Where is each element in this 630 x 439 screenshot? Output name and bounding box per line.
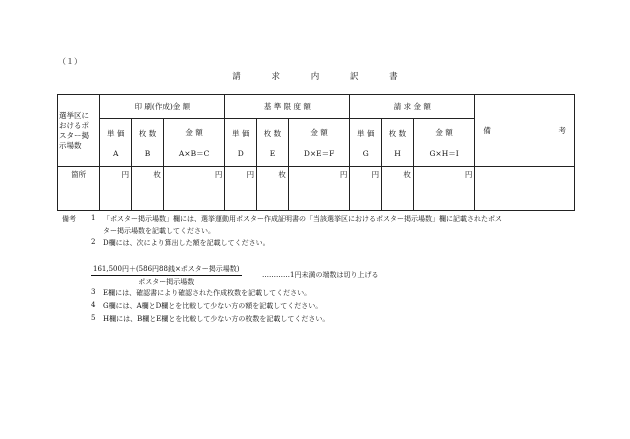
remarks-char: 備: [483, 126, 491, 135]
note-number: 1: [91, 214, 96, 222]
subheader-cell: [413, 119, 474, 167]
header-line: 選挙区に: [59, 110, 89, 120]
title-char: 訳: [349, 72, 359, 82]
unit-cell[interactable]: 円: [225, 167, 257, 211]
note-number: 2: [91, 238, 96, 246]
header-line: スター掲: [59, 130, 89, 140]
note-text: D欄には、次により算出した額を記載してください。: [103, 239, 270, 247]
subheader-cell: [225, 119, 257, 167]
formula-numerator: 161,500円＋(586円88銭×ポスター掲示場数): [91, 264, 242, 276]
note-number: 3: [91, 288, 96, 296]
subheader-label: 金 額: [310, 127, 328, 137]
group-header-limit-amount: 基 準 限 度 額: [225, 95, 350, 119]
document-title: [0, 70, 630, 82]
column-code: G×H＝I: [429, 148, 459, 158]
subheader-label: 単 価: [357, 128, 375, 138]
group-header-claim-amount: 請 求 金 額: [350, 95, 475, 119]
subheader-cell: [350, 119, 382, 167]
remarks-header: [475, 95, 575, 167]
subheader-label: 枚 数: [388, 128, 407, 138]
subheader-cell: [100, 119, 132, 167]
subheader-cell: [257, 119, 289, 167]
unit-cell[interactable]: 枚: [132, 167, 164, 211]
note-text: ター掲示場数を記載してください。: [103, 227, 215, 235]
column-code: H: [394, 148, 401, 158]
poster-site-count-header: [58, 95, 100, 167]
unit-cell[interactable]: 円: [288, 167, 349, 211]
formula-denominator: ポスター掲示場数: [138, 278, 195, 286]
unit-cell[interactable]: 円: [413, 167, 474, 211]
header-line: 示場数: [59, 140, 82, 150]
column-code: G: [362, 148, 369, 158]
subheader-cell: [382, 119, 414, 167]
invoice-breakdown-table: [57, 94, 575, 211]
unit-cell[interactable]: 枚: [257, 167, 289, 211]
document-number: （１）: [58, 57, 82, 66]
header-line: おけるポ: [59, 120, 89, 130]
subheader-label: 枚 数: [263, 128, 282, 138]
unit-cell[interactable]: 円: [163, 167, 224, 211]
group-header-print-cost: 印 刷(作成)金 額: [100, 95, 225, 119]
title-char: 請: [232, 72, 241, 82]
note-text: G欄には、A欄とD欄とを比較して少ない方の額を記載してください。: [103, 302, 323, 310]
unit-cell[interactable]: 箇所: [58, 167, 100, 211]
title-char: 書: [389, 72, 398, 82]
title-char: 内: [310, 72, 320, 82]
note-text: H欄には、B欄とE欄とを比較して少ない方の枚数を記載してください。: [103, 315, 330, 323]
subheader-cell: [163, 119, 224, 167]
subheader-label: 単 価: [107, 128, 125, 138]
unit-cell[interactable]: 円: [100, 167, 132, 211]
formula-note: …………1円未満の端数は切り上げる: [262, 271, 379, 279]
subheader-label: 枚 数: [138, 128, 157, 138]
remarks-char: 考: [558, 126, 566, 135]
note-text: 「ポスター掲示場数」欄には、選挙運動用ポスター作成証明書の「当該選挙区におけるポスター掲示場数」欄に記載されたポス: [103, 215, 502, 223]
column-code: D×E＝F: [303, 148, 335, 158]
note-text: E欄には、確認書により確認された作成枚数を記載してください。: [103, 289, 312, 297]
notes-label: 備考: [62, 215, 76, 223]
unit-cell[interactable]: 枚: [382, 167, 414, 211]
subheader-cell: [132, 119, 164, 167]
title-char: 求: [271, 72, 281, 82]
subheader-label: 単 価: [232, 128, 250, 138]
column-code: D: [237, 148, 244, 158]
subheader-cell: [288, 119, 349, 167]
remarks-cell[interactable]: [475, 167, 575, 211]
formula: [91, 264, 242, 287]
subheader-label: 金 額: [435, 127, 453, 137]
unit-cell[interactable]: 円: [350, 167, 382, 211]
column-code: A×B＝C: [178, 148, 210, 158]
column-code: A: [113, 148, 119, 158]
subheader-label: 金 額: [185, 127, 203, 137]
note-number: 5: [91, 314, 96, 322]
column-code: B: [144, 148, 151, 158]
column-code: E: [269, 148, 276, 158]
note-number: 4: [91, 301, 96, 309]
